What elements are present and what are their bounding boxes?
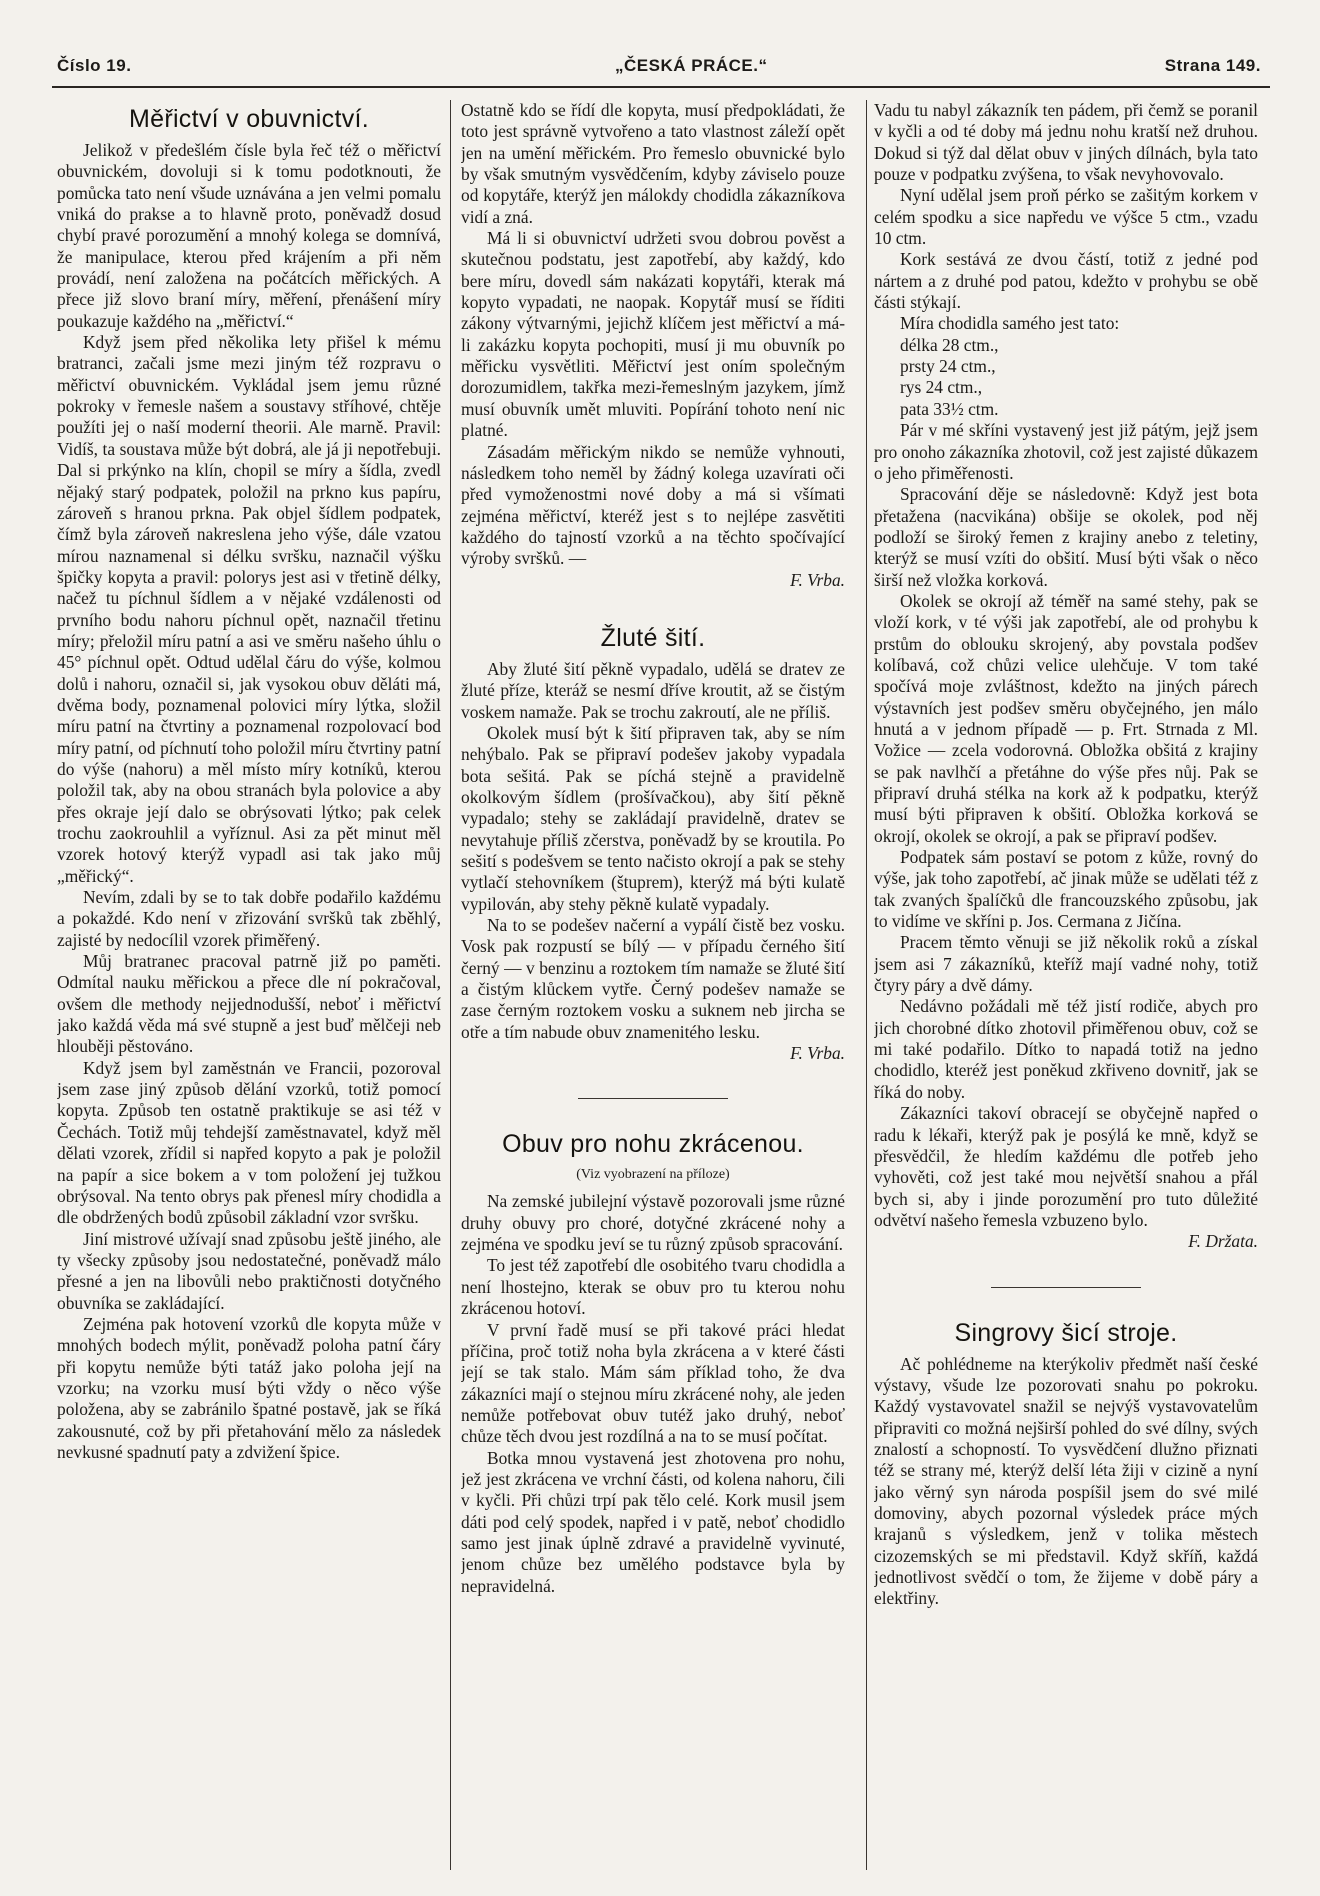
running-header [55,56,1265,82]
column-divider [866,100,867,1870]
paragraph: Nevím, zdali by se to tak dobře podařilo každému a pokaždé. Kdo není v zřizování svršků tak zběhlý, zajisté by nedocílil vzorek přiměřený. [57,887,441,950]
paragraph: Jiní mistrové užívají snad způsobu ještě jiného, ale ty všecky způsoby jsou nedostatečné, poněvadž málo přesné a jen na libovůli nebo praktičnosti dotyčného obuvníka se zakládající. [57,1228,441,1313]
header-rule [52,86,1270,88]
closing-line [461,442,845,570]
paragraph: Má li si obuvnictví udržeti svou dobrou pověst a skutečnou podstatu, jest zapotřebí, aby každý, kdo bere míru, dovedl sám nakázati kopytáři, kterak má kopyto vypadati, ne naopak. Kopytář musí se říditi zákony výtvarnými, jejichž klíčem jest měřictví a má-li zakázku kopyta pochopiti, musí ji mu obuvník po měřicku vysvětliti. Měřictví jest oním společným dorozumidlem, takřka mezi-řemeslným jazykem, jímž musí obuvník umět mluviti. Popírání tohoto není nic platné. [461,228,845,441]
paragraph: Ostatně kdo se řídí dle kopyta, musí předpokládati, že toto jest správně vytvořeno a tato vlastnost záleží opět jen na umění měřickém. Pro řemeslo obuvnické bylo by však smutným vysvědčením, kdyby záviselo pouze od kopytáře, kterýž jen málokdy chodidla zákazníkova vidí a zná. [461,100,845,227]
article-title: Měřictví v obuvnictví. [129,105,369,133]
paragraph: Zákazníci takoví obracejí se obyčejně napřed o radu k lékaři, kterýž pak je posýlá ke mně, když se přesvědčil, že hledím každému dle potřeb jeho vyhověti, což jest také mou největší snahou a přál bych si, aby i jinde porozumění pro tuto důležité odvětví našeho řemesla vzbuzeno bylo. [874,1103,1258,1230]
paragraph: To jest též zapotřebí dle osobitého tvaru chodidla a není lhostejno, kterak se obuv pro tu kterou nohu zkrácenou hotoví. [461,1255,845,1319]
paragraph: Jelikož v předešlém čísle byla řeč též o měřictví obuvnickém, dovoluji si k tomu podotknouti, že pomůcka tato není všude uznávána a jen velmi pomalu vniká do prakse a to hlavně proto, poněvadž dosud chybí pravé porozumění a mnohý kolega se domnívá, že manipulace, kterou před krájením a při něm provádí, není založena na počátcích měřických. A přece již slovo braní míry, měření, přenášení míry poukazuje každého na „měřictví.“ [57,140,441,331]
article-title: Obuv pro nohu zkrácenou. [502,1130,804,1159]
measurement-line: délka 28 ctm., [900,334,999,355]
paragraph: Pracem těmto věnuji se již několik roků a získal jsem asi 7 zákazníků, kteříž mají vadné nohy, totiž čtyry páry a dvě dámy. [874,932,1258,996]
paragraph: Aby žluté šití pěkně vypadalo, udělá se dratev ze žluté příze, kteráž se nesmí dříve kroutit, až se čistým voskem namaže. Pak se trochu zakroutí, ale ne příliš. [461,658,845,722]
column-2 [461,100,845,1880]
paragraph: Míra chodidla samého jest tato: [900,313,1120,334]
paragraph: Vadu tu nabyl zákazník ten pádem, při čemž se poranil v kyčli a od té doby má jednu nohu kratší než druhou. Dokud si týž dal dělat obuv v jiných dílnách, byla tato pouze v podpatku zvýšena, to však nevyhovovalo. [874,100,1258,185]
signature: F. Držata. [1188,1231,1258,1252]
article-subtitle: (Viz vyobrazení na příloze) [576,1167,730,1183]
paragraph: Zejména pak hotovení vzorků dle kopyta může v mnohých bodech mýlit, poněvadž poloha patní čáry při kopytu nemůže býti tatáž jako poloha její na vzorku; na vzorku musí býti vždy o něco výše položena, aby se zabránilo špatné postavě, jak se říká zakousnuté, což by při přetahování mělo za následek nevkusné spadnutí paty a zdvižení špice. [57,1313,441,1462]
paragraph: Spracování děje se následovně: Když jest bota přetažena (nacvikána) obšije se okolek, pod něj podloží se široký řemen z krajiny anebo z teletiny, kterýž se musí vzíti do obšití. Musí býti však o něco širší než vložka korková. [874,484,1258,590]
column-divider [450,100,451,1870]
section-separator [578,1098,728,1099]
signature: F. Vrba. [790,569,845,590]
section-separator [991,1287,1141,1288]
paragraph: Nedávno požádali mě též jistí rodiče, abych pro jich chorobné dítko zhotovil přiměřenou obuv, což se mi také podařilo. Dítko to napadá totiž na jedno chodidlo, kteréž jest poněkud zkřiveno dovnitř, jak se říká do noby. [874,996,1258,1102]
page-number: Strana 149. [1164,56,1261,75]
paragraph: Když jsem byl zaměstnán ve Francii, pozoroval jsem zase jiný způsob dělání vzorků, totiž pomocí kopyta. Způsob ten ostatně praktikuje se asi též v Čechách. Totiž můj tehdejší zaměstnavatel, když měl dělati vzorek, zřídil si napřed kopyto a pak je položil na papír a sice bokem a v tom položení jej tužkou obrýsoval. Na tento obrys pak přenesl míry chodidla a dle obdržených bodů způsobil základní vzor svršku. [57,1057,441,1228]
paragraph: Když jsem před několika lety přišel k mému bratranci, začali jsme mezi jiným též rozpravu o měřictví obuvnickém. Vykládal jsem jemu různé pokroky v řemesle našem a soustavy stříhové, chtěje použíti jej o naší moderní theorii. Ale marně. Pravil: Vidíš, ta soustava může být dobrá, ale já ji nepotřebuji. Dal si prkýnko na klín, chopil se míry a šídla, zvedl nějaký starý podpatek, položil na prkno kus papíru, zároveň s hranou prkna. Pak objel šídlem podpatek, čímž byla zároveň nakreslena jeho výše, dále vzatou mírou naznamenal si délku svršku, naznačil výšku špičky kopyta a pravil: polorys jest asi v třetině délky, načež tu píchnul šídlem a v nějaké vzdálenosti od prvního bodu nahoru píchnul opět, naznačil třetinu míry; přeložil míru patní a asi ve směru našeho úhlu o 45° píchnul opět. Odtud udělal čáru do výše, kolmou dolů i nahoru, označil si, jak vysokou obuv děláti má, dvěma body, poznamenal polovici míry lýtka, složil míru patní na čtvrtiny a poznamenal rozpolovací bod míry patní, od píchnutí toho položil míru čtvrtiny patní do výše (nahoru) a měl místo míry kotníků, kterou položil tak, aby na obou stranách byla polovice a aby přes okraje její dalo se obrýsovati lýtko; pak celek trochu zaokrouhlil a vyříznul. Asi za pět minut měl vzorek hotový kterýž vypadl asi tak jako můj „měřický“. [57,332,441,886]
paragraph: Nyní udělal jsem proň pérko se zašitým korkem v celém spodku a sice napředu ve výšce 5 ctm., vzadu 10 ctm. [874,185,1258,249]
paragraph: Pár v mé skříni vystavený jest již pátým, jejž jsem pro onoho zákazníka zhotovil, což jest zajisté důkazem o jeho přiměřenosti. [874,420,1258,483]
paragraph: Okolek se okrojí až téměř na samé stehy, pak se vloží kork, v té výši jak zapotřebí, ale od prohybu k prstům do oblouku skrojený, aby povstala podšev kolíbavá, což chůzi velice ulehčuje. V tom také spočívá moje zvláštnost, kdežto na jiných párech výstavních jest podšev směru obyčejného, jen málo hnutá a v jednom případě — p. Frt. Strnada z Ml. Vožice — zcela vodorovná. Obložka obšitá z krajiny se pak navlhčí a přetáhne do výše přes nůj. Pak se připraví druhá stélka na kork až k podpatku, kterýž musí býti připraven k obšití. Obložka korková se okrojí, okolek se okrojí, a pak se připraví podšev. [874,590,1258,846]
paragraph: Okolek musí být k šití připraven tak, aby se ním nehýbalo. Pak se připraví podešev jakoby vypadala bota sešitá. Pak se píchá stejně a pravidelně okolkovým šídlem (prošívačkou), aby šití pěkně vypadalo; stehy se zakládají pravidelně, dratev se nevytahuje příliš zčerstva, poněvadž by se kroutila. Po sešití s podešvem se tento načisto okrojí a pak se stehy vytlačí stehovníkem (štuprem), kterýž má býti kulatě vypilován, aby stehy pěkně kulatě vypadaly. [461,722,845,914]
article-title: Žluté šití. [600,623,706,652]
column-1 [57,100,441,1880]
paragraph: Podpatek sám postaví se potom z kůže, rovný do výše, jak toho zapotřebí, ač jinak může se udělati též z tak zvaných špalíčků dle francouzského způsobu, jak to vidíme ve skříni p. Jos. Cermana z Jičína. [874,847,1258,932]
paragraph: Kork sestává ze dvou částí, totiž z jedné pod nártem a z druhé pod patou, kdežto v prohybu se obě části stýkají. [874,249,1258,313]
column-3 [874,100,1258,1880]
paragraph: Ač pohlédneme na kterýkoliv předmět naší české výstavy, všude lze pozorovati snahu po pokroku. Každý vystavovatel snažil se nejvýš vystavovatelům připraviti co možná nejširší pohled do své dílny, svých znalostí a schopností. To vysvědčení dlužno přiznati též se strany mé, kterýž delší léta žiji v cizině a nyní jako věrný syn národa pospíšil jsem do své milé domoviny, abych pozornal výsledek práce mých krajanů s výsledkem, jenž v tolika městech cizozemských se mi představil. Když skříň, každá jednotlivost svědčí o tom, že žijeme v době páry a elektřiny. [874,1353,1258,1609]
paragraph: Botka mnou vystavená jest zhotovena pro nohu, jež jest zkrácena ve vrchní části, od kolena nahoru, čili v kyčli. Při chůzi trpí pak tělo celé. Kork musil jsem dáti pod celý spodek, napřed i v patě, neboť chodidlo samo jest jinak úplně zdravé a pravidelně vyvinuté, jenom chůze bez umělého podstavce byla by nepravidelná. [461,1447,845,1596]
paragraph: Na to se podešev načerní a vypálí čistě bez vosku. Vosk pak rozpustí se bílý — v případu černého šití černý — v benzinu a roztokem tím namaže se žluté šití a čistým klůckem vytře. Černý podešev namaže se zase černým roztokem vosku a suknem neb jircha se otře a tím nabude obuv znamenitého lesku. [461,915,845,1042]
measurement-line: prsty 24 ctm., [900,356,996,377]
paragraph: Můj bratranec pracoval patrně již po paměti. Odmítal nauku měřickou a přece dle ní pokračoval, ovšem dle methody nejjednodušší, neboť i měřictví jako každá věda má své stupně a jest buď mělčeji neb hlouběji pěstováno. [57,951,441,1057]
paragraph: Zásadám měřickým nikdo se nemůže vyhnouti, následkem toho neměl by žádný kolega uzavírati oči před vymoženostmi nové doby a má si všímati zejména měřictví, kteréž jest s to nejlépe zasvětiti každého do tajností vzorků a na těchto spočívající výroby svršků. — [461,441,845,569]
measurement-line: pata 33½ ctm. [900,398,999,419]
publication-title: „ČESKÁ PRÁCE.“ [615,56,768,75]
issue-number: Číslo 19. [57,56,132,75]
signature: F. Vrba. [790,1043,845,1064]
measurement-line: rys 24 ctm., [900,377,983,398]
paragraph: V první řadě musí se při takové práci hledat příčina, proč totiž noha byla zkrácena a v které části její se tak stalo. Mám sám příklad toho, že dva zákazníci mají o stejnou míru zkrácené nohy, ale jeden nemůže potřebovat obuv tutéž jako druhý, neboť chůze těch dvou jest rozdílná a na to se musí počítat. [461,1319,845,1447]
article-title: Singrovy šicí stroje. [954,1318,1178,1347]
paragraph: Na zemské jubilejní výstavě pozorovali jsme různé druhy obuvy pro choré, dotyčné zkrácené nohy a zejména ve spodku jeví se tu různý způsob spracování. [461,1191,845,1255]
